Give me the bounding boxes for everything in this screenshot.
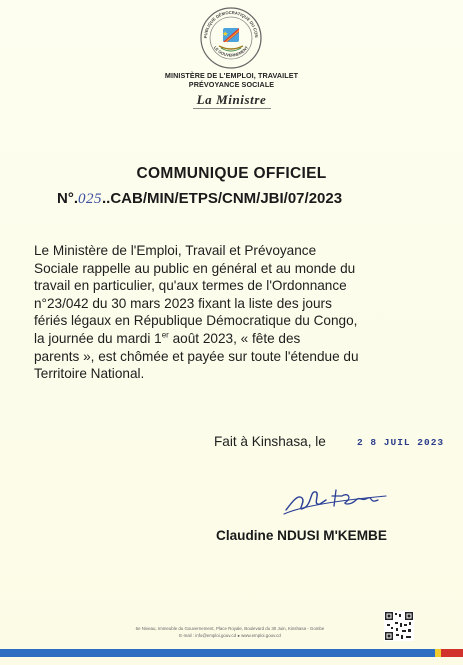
document-title: COMMUNIQUE OFFICIEL: [136, 165, 327, 182]
reference-number: [57, 190, 342, 208]
flag-color-band: [0, 649, 463, 657]
ministry-name-line2: PRÉVOYANCE SOCIALE: [188, 80, 275, 89]
reference-prefix: N°.: [57, 190, 78, 207]
body-line: travail en particulier, qu'aux termes de l'Ordonnance: [34, 278, 347, 294]
ministry-name-line1: MINISTÈRE DE L'EMPLOI, TRAVAILET: [164, 71, 299, 80]
qr-code-icon: [384, 611, 414, 641]
body-line: Territoire National.: [34, 366, 145, 382]
handwritten-number: 025: [78, 191, 102, 207]
minister-title: La Ministre: [196, 92, 267, 107]
signer-name: Claudine NDUSI M'KEMBE: [216, 528, 387, 543]
footer-contact: E-mail : info@emploi.gouv.cd ● www.emploi.gouv.cd: [179, 633, 281, 638]
flag-blue-stripe: [0, 649, 435, 657]
body-line: parents », est chômée et payée sur toute l'étendue du: [34, 348, 359, 364]
body-line-date: la journée du mardi 1er août 2023, « fête des: [34, 330, 301, 346]
body-line: Sociale rappelle au public en général et au monde du: [34, 260, 356, 276]
communique-body: [34, 242, 428, 383]
divider: [193, 108, 271, 109]
body-line: fériés légaux en République Démocratique du Congo,: [34, 313, 358, 329]
seal-bottom-text: LE GOUVERNEMENT: [212, 45, 250, 58]
body-line: Le Ministère de l'Emploi, Travail et Prévoyance: [34, 243, 317, 258]
body-line: n°23/042 du 30 mars 2023 fixant la liste des jours: [34, 295, 332, 311]
flag-red-stripe: [441, 649, 463, 657]
date-stamp: 2 8 JUIL 2023: [357, 437, 445, 448]
government-seal-icon: [199, 6, 263, 70]
place-and-date: Fait à Kinshasa, le: [214, 434, 326, 449]
reference-suffix: ..CAB/MIN/ETPS/CNM/JBI/07/2023: [102, 190, 343, 207]
seal-ring-text: PUBLIQUE DÉMOCRATIQUE DU CON: [202, 9, 260, 39]
footer-address: 6e Niveau, Immeuble du Gouvernement, Place Royale, Boulevard du 30 Juin, Kinshasa - Gombe: [135, 626, 325, 631]
handwritten-signature: [282, 476, 392, 520]
